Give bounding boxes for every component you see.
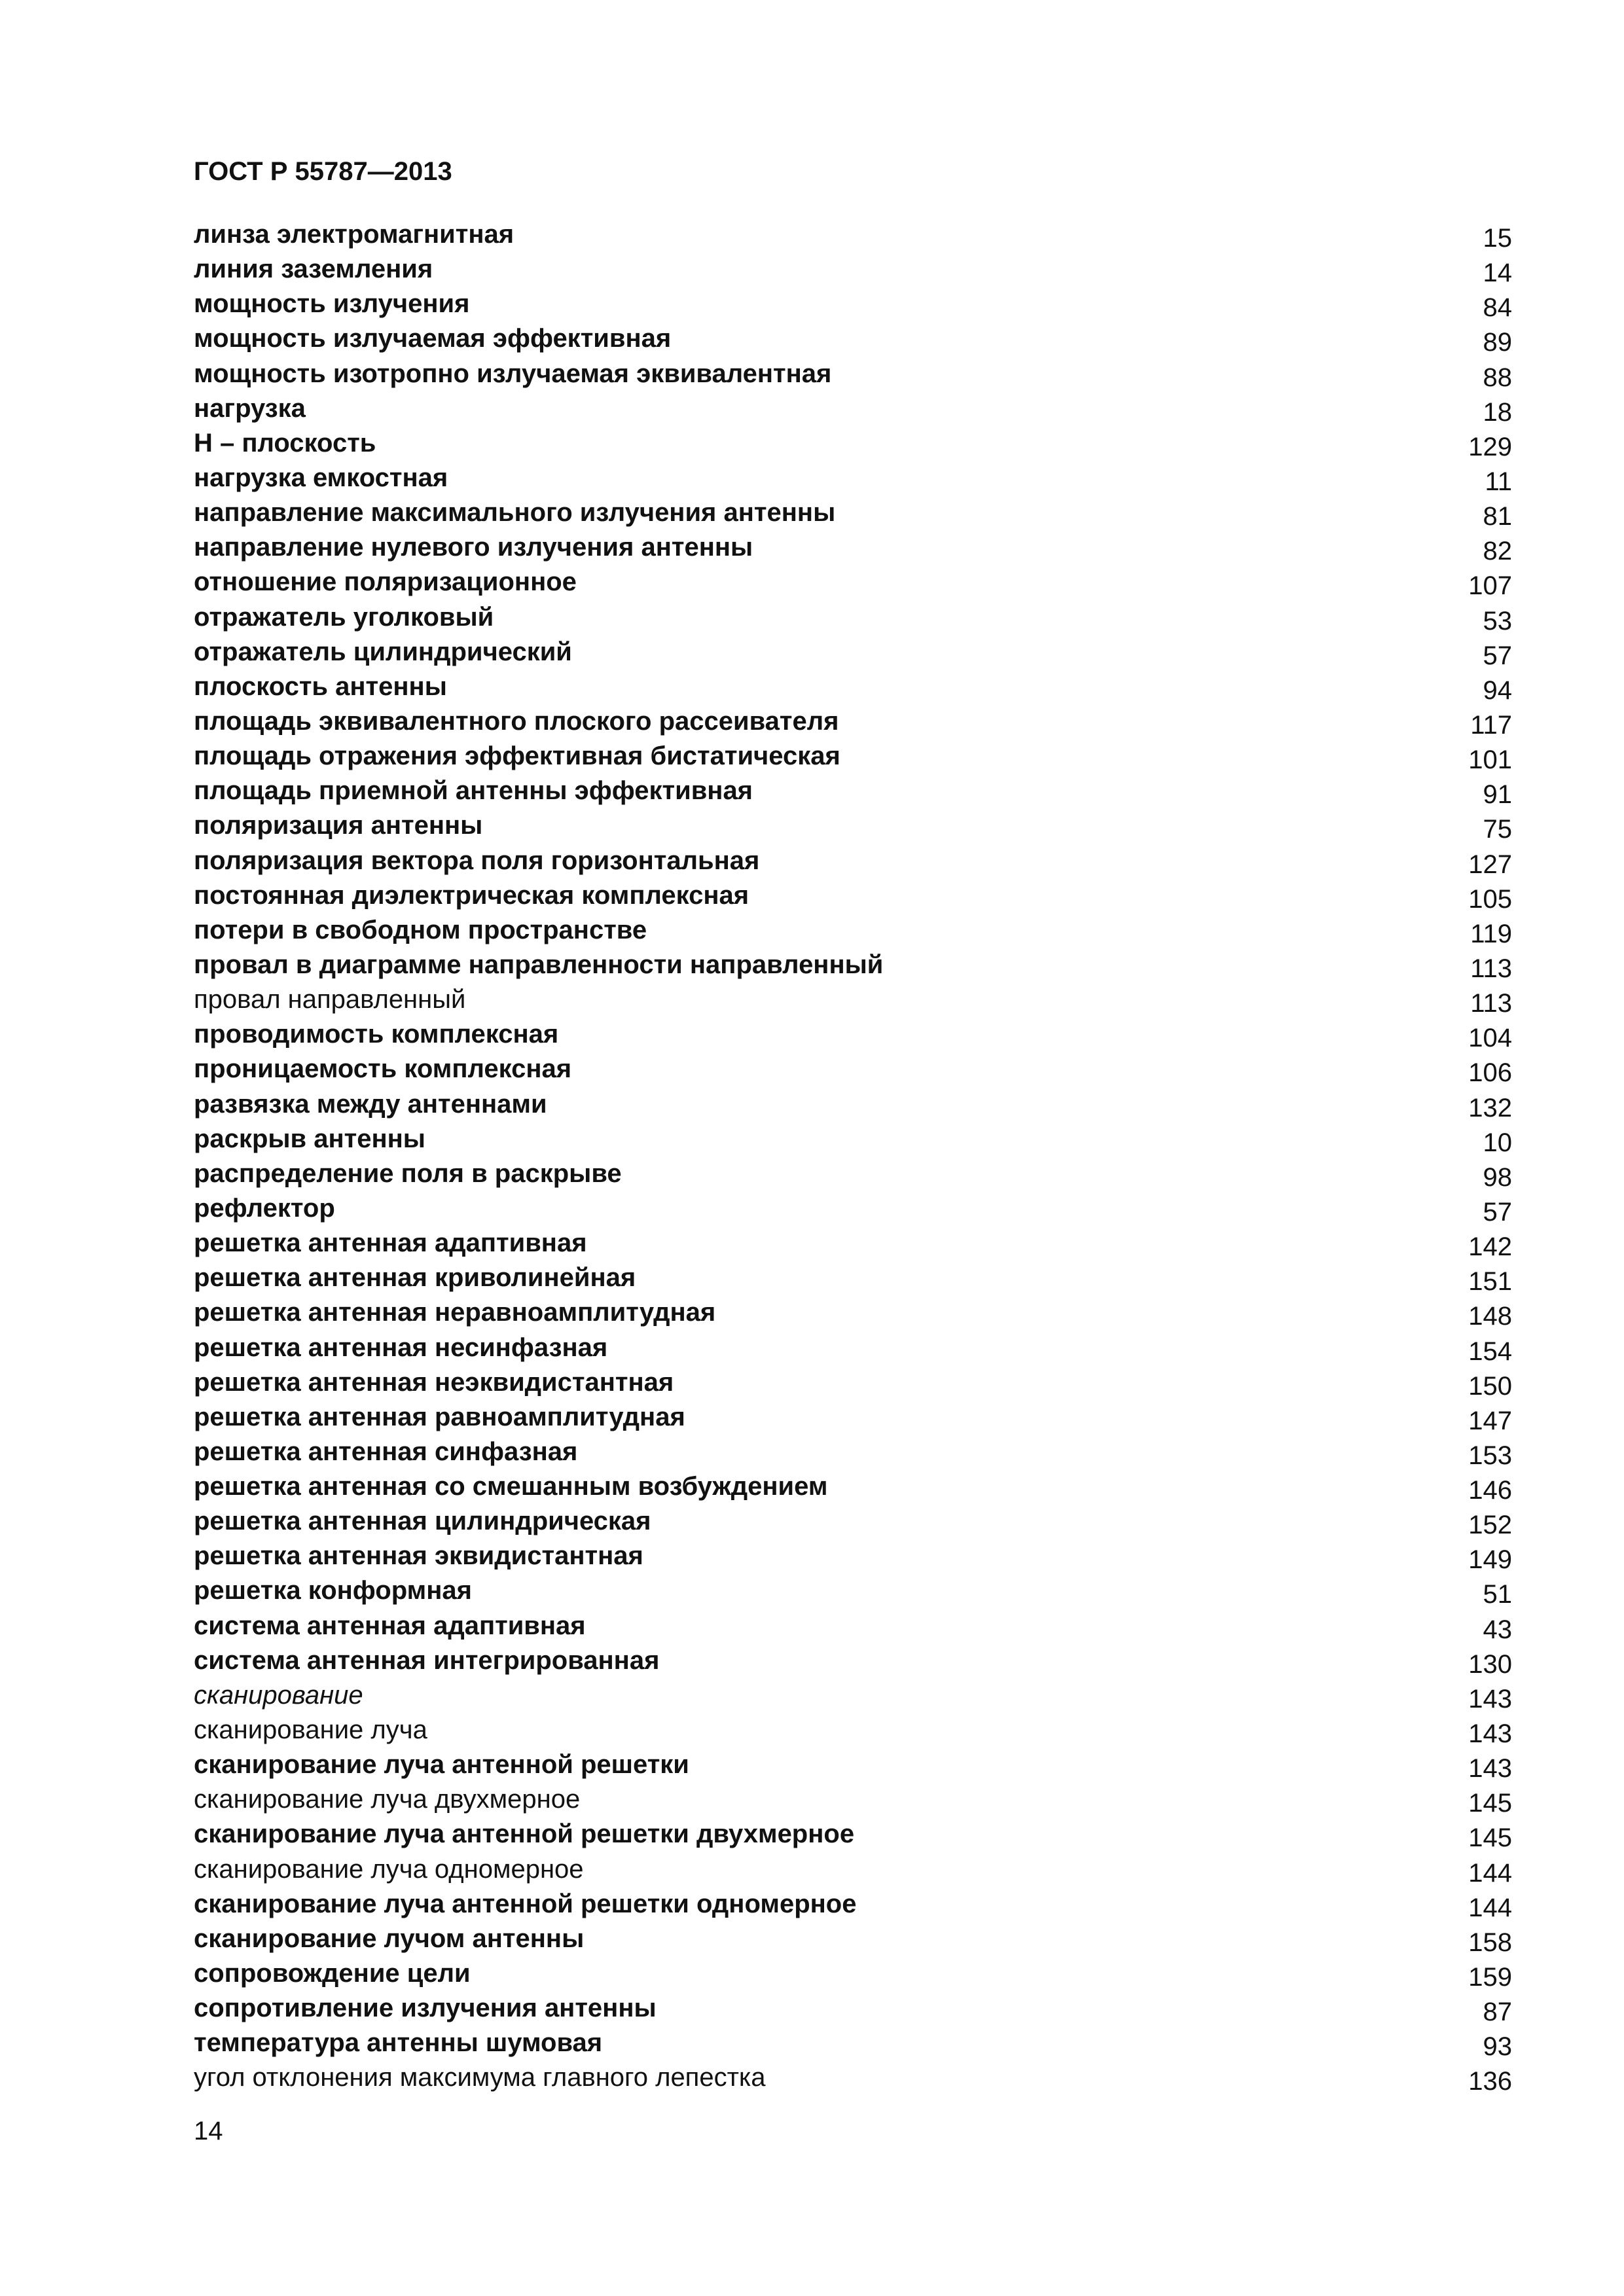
index-term: сканирование (194, 1680, 363, 1710)
index-page-ref: 57 (1483, 641, 1512, 670)
index-page-ref: 145 (1468, 1789, 1512, 1818)
index-entry (194, 1157, 1512, 1191)
index-term: сканирование луча антенной решетки (194, 1750, 689, 1780)
index-term: мощность излучаемая эффективная (194, 324, 672, 353)
index-term: решетка антенная неравноамплитудная (194, 1298, 716, 1327)
index-page-ref: 101 (1468, 745, 1512, 775)
index-page-ref: 93 (1483, 2032, 1512, 2062)
index-page-ref: 81 (1483, 502, 1512, 531)
index-page-ref: 148 (1468, 1302, 1512, 1331)
index-term: площадь приемной антенны эффективная (194, 776, 753, 806)
index-entry (194, 2026, 1512, 2060)
index-page-ref: 132 (1468, 1093, 1512, 1122)
index-entry (194, 252, 1512, 287)
index-entry (194, 1435, 1512, 1469)
index-entry (194, 1643, 1512, 1678)
index-page-ref: 136 (1468, 2067, 1512, 2096)
index-term: линия заземления (194, 255, 433, 284)
index-term: раскрыв антенны (194, 1124, 425, 1153)
index-term: поляризация антенны (194, 811, 483, 840)
index-entry (194, 2060, 1512, 2095)
index-term: провал направленный (194, 985, 466, 1014)
index-entry (194, 1539, 1512, 1573)
index-page-ref: 75 (1483, 815, 1512, 844)
index-term: H – плоскость (194, 428, 376, 457)
index-entry (194, 1122, 1512, 1157)
index-page-ref: 107 (1468, 571, 1512, 601)
index-page-ref: 153 (1468, 1441, 1512, 1470)
index-entry (194, 1817, 1512, 1852)
index-page-ref: 87 (1483, 1998, 1512, 2027)
index-page-ref: 158 (1468, 1928, 1512, 1957)
index-entry (194, 287, 1512, 321)
index-entry (194, 357, 1512, 391)
index-term: сопротивление излучения антенны (194, 1994, 657, 2023)
index-page-ref: 144 (1468, 1858, 1512, 1888)
index-page-ref: 152 (1468, 1511, 1512, 1540)
index-entry (194, 600, 1512, 635)
index-entry (194, 948, 1512, 982)
index-entry (194, 461, 1512, 495)
index-entry (194, 844, 1512, 878)
index-term: распределение поля в раскрыве (194, 1158, 622, 1188)
index-entry (194, 1782, 1512, 1817)
index-page-ref: 89 (1483, 328, 1512, 357)
index-entry (194, 1852, 1512, 1887)
index-entry (194, 913, 1512, 948)
document-header: ГОСТ Р 55787—2013 (194, 157, 452, 186)
index-entry (194, 1295, 1512, 1330)
index-term: направление максимального излучения антенны (194, 498, 836, 528)
index-term: линза электромагнитная (194, 220, 514, 249)
index-term: мощность изотропно излучаемая эквивалентная (194, 359, 832, 388)
index-page-ref: 150 (1468, 1371, 1512, 1401)
index-page-ref: 119 (1470, 919, 1512, 948)
index-entry (194, 1226, 1512, 1261)
term-index-list (194, 217, 1512, 2096)
index-term: решетка антенная несинфазная (194, 1333, 608, 1362)
index-page-ref: 106 (1468, 1058, 1512, 1088)
index-term: сканирование луча одномерное (194, 1854, 584, 1884)
index-term: решетка антенная цилиндрическая (194, 1507, 651, 1536)
index-entry (194, 1609, 1512, 1643)
index-term: отношение поляризационное (194, 567, 577, 597)
index-term: угол отклонения максимума главного лепестка (194, 2063, 766, 2092)
index-term: система антенная адаптивная (194, 1611, 586, 1640)
index-entry (194, 808, 1512, 843)
index-page-ref: 159 (1468, 1963, 1512, 1992)
index-page-ref: 105 (1468, 884, 1512, 914)
page-number: 14 (194, 2117, 223, 2145)
index-entry (194, 530, 1512, 565)
index-entry (194, 1052, 1512, 1086)
index-term: решетка антенная синфазная (194, 1437, 578, 1466)
index-term: сканирование луча антенной решетки одномерное (194, 1889, 857, 1918)
index-entry (194, 774, 1512, 808)
index-term: направление нулевого излучения антенны (194, 533, 753, 562)
index-page-ref: 117 (1470, 710, 1512, 740)
index-page-ref: 151 (1468, 1267, 1512, 1297)
index-page-ref: 53 (1483, 606, 1512, 636)
index-entry (194, 1331, 1512, 1365)
index-term: отражатель уголковый (194, 602, 494, 632)
index-entry (194, 1922, 1512, 1956)
index-entry (194, 1956, 1512, 1991)
index-term: развязка между антеннами (194, 1089, 547, 1119)
index-page-ref: 129 (1468, 432, 1512, 461)
index-term: решетка конформная (194, 1576, 472, 1605)
index-page-ref: 91 (1483, 780, 1512, 810)
index-page-ref: 43 (1483, 1615, 1512, 1644)
index-term: провал в диаграмме направленности направленный (194, 950, 884, 979)
index-term: площадь отражения эффективная бистатическая (194, 742, 840, 771)
index-term: сопровождение цели (194, 1959, 471, 1988)
index-page-ref: 15 (1483, 224, 1512, 253)
index-term: мощность излучения (194, 289, 470, 319)
index-entry (194, 635, 1512, 670)
index-term: температура антенны шумовая (194, 2028, 603, 2058)
index-term: нагрузка емкостная (194, 463, 448, 492)
index-entry (194, 321, 1512, 356)
index-page-ref: 143 (1468, 1754, 1512, 1784)
index-entry (194, 704, 1512, 739)
index-term: сканирование луча двухмерное (194, 1785, 581, 1814)
index-term: решетка антенная равноамплитудная (194, 1402, 685, 1431)
index-page-ref: 84 (1483, 293, 1512, 323)
index-term: отражатель цилиндрический (194, 637, 572, 666)
index-page-ref: 82 (1483, 537, 1512, 566)
index-term: потери в свободном пространстве (194, 915, 647, 944)
index-page-ref: 145 (1468, 1823, 1512, 1853)
index-entry (194, 1365, 1512, 1400)
index-page-ref: 10 (1483, 1128, 1512, 1157)
index-page-ref: 11 (1485, 467, 1512, 496)
index-entry (194, 495, 1512, 530)
index-entry (194, 1504, 1512, 1539)
index-page-ref: 18 (1483, 397, 1512, 427)
index-entry (194, 1087, 1512, 1122)
index-term: сканирование луча (194, 1715, 427, 1745)
index-term: нагрузка (194, 393, 306, 423)
index-page-ref: 104 (1468, 1024, 1512, 1053)
index-page-ref: 147 (1468, 1406, 1512, 1435)
index-entry (194, 1191, 1512, 1226)
index-term: проводимость комплексная (194, 1020, 559, 1049)
index-page-ref: 142 (1468, 1232, 1512, 1262)
index-entry (194, 1400, 1512, 1435)
index-entry (194, 982, 1512, 1017)
index-page-ref: 127 (1468, 850, 1512, 879)
index-entry (194, 391, 1512, 426)
index-page-ref: 51 (1483, 1580, 1512, 1609)
index-term: поляризация вектора поля горизонтальная (194, 846, 760, 875)
index-entry (194, 1713, 1512, 1748)
index-page-ref: 144 (1468, 1893, 1512, 1922)
index-entry (194, 565, 1512, 600)
index-entry (194, 1573, 1512, 1608)
index-page-ref: 149 (1468, 1545, 1512, 1575)
index-page-ref: 113 (1470, 954, 1512, 983)
index-page-ref: 14 (1483, 259, 1512, 288)
index-page-ref: 94 (1483, 675, 1512, 705)
index-page-ref: 57 (1483, 1197, 1512, 1227)
index-term: система антенная интегрированная (194, 1645, 660, 1675)
index-page-ref: 130 (1468, 1649, 1512, 1679)
index-term: сканирование луча антенной решетки двухмерное (194, 1820, 855, 1849)
index-entry (194, 1748, 1512, 1782)
index-entry (194, 739, 1512, 774)
index-term: решетка антенная адаптивная (194, 1229, 587, 1258)
index-term: сканирование лучом антенны (194, 1924, 585, 1953)
index-term: решетка антенная криволинейная (194, 1263, 636, 1293)
index-entry (194, 217, 1512, 252)
index-term: постоянная диэлектрическая комплексная (194, 880, 749, 910)
index-term: проницаемость комплексная (194, 1054, 572, 1084)
index-entry (194, 670, 1512, 704)
index-term: плоскость антенны (194, 672, 447, 701)
index-entry (194, 1887, 1512, 1922)
index-term: решетка антенная со смешанным возбуждением (194, 1472, 828, 1501)
index-page-ref: 113 (1470, 989, 1512, 1018)
index-term: площадь эквивалентного плоского рассеивателя (194, 706, 839, 736)
index-term: рефлектор (194, 1193, 335, 1223)
index-entry (194, 1678, 1512, 1713)
index-page-ref: 143 (1468, 1684, 1512, 1713)
index-entry (194, 1469, 1512, 1504)
index-term: решетка антенная неэквидистантная (194, 1367, 674, 1397)
index-page-ref: 143 (1468, 1719, 1512, 1749)
index-entry (194, 878, 1512, 913)
index-term: решетка антенная эквидистантная (194, 1541, 643, 1571)
index-page-ref: 146 (1468, 1476, 1512, 1505)
index-page-ref: 154 (1468, 1336, 1512, 1366)
index-entry (194, 426, 1512, 461)
index-entry (194, 1017, 1512, 1052)
index-entry (194, 1991, 1512, 2026)
index-entry (194, 1261, 1512, 1295)
index-page-ref: 98 (1483, 1162, 1512, 1192)
index-page-ref: 88 (1483, 363, 1512, 392)
